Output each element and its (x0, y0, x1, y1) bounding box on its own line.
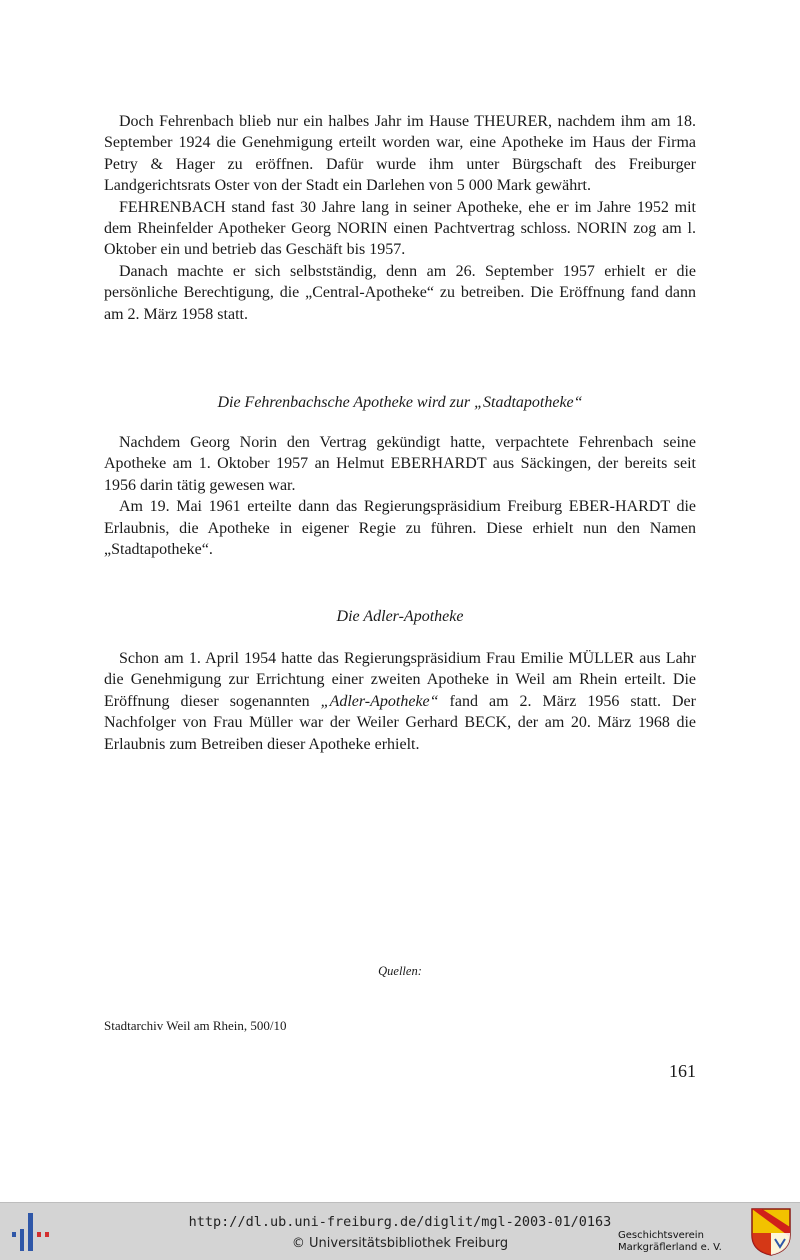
sources-item: Stadtarchiv Weil am Rhein, 500/10 (104, 1018, 287, 1033)
organization-line: Markgräflerland e. V. (618, 1242, 722, 1253)
copyright-notice: © Universitätsbibliothek Freiburg (291, 1236, 509, 1251)
source-url[interactable]: http://dl.ub.uni-freiburg.de/diglit/mgl-2003-01/0163 (188, 1214, 612, 1230)
paragraph: FEHRENBACH stand fast 30 Jahre lang in seiner Apotheke, ehe er im Jahre 1952 mit dem Rheinfelder Apotheker Georg NORIN einen Pachtvertrag schloss. NORIN zog am l. Oktober ein und betrieb das Geschäft bis 1957. (104, 198, 696, 259)
page-number: 161 (669, 1061, 696, 1081)
section-heading: Die Fehrenbachsche Apotheke wird zur „Stadtapotheke“ (217, 394, 583, 411)
paragraph: Am 19. Mai 1961 erteilte dann das Regierungspräsidium Freiburg EBER-HARDT die Erlaubnis, die Apotheke in eigener Regie zu führen. Diese erhielt nun den Namen „Stadtapotheke“. (104, 498, 696, 559)
paragraph-text: fand am 2. März 1956 statt. Der Nachfolger von Frau Müller war der Weiler Gerhard BECK, der am 20. März 1968 die Erlaubnis zum Betreiben dieser Apotheke erhielt. (104, 692, 696, 753)
paragraph-text: Schon am 1. April 1954 hatte das Regierungspräsidium Frau Emilie MÜLLER aus Lahr die Genehmigung zur Errichtung einer zweiten Apotheke in Weil am Rhein erteilt. Die Eröffnung dieser sogenannten (104, 650, 696, 710)
paragraph: Doch Fehrenbach blieb nur ein halbes Jahr im Hause THEURER, nachdem ihm am 18. September 1924 die Genehmigung erteilt worden war, eine Apotheke im Haus der Firma Petry & Hager zu eröffnen. Dafür wurde ihm unter Bürgschaft des Freiburger Landgerichtsrats Oster von der Stadt ein Darlehen von 5 000 Mark gewährt. (104, 113, 696, 195)
paragraph: Danach machte er sich selbstständig, denn am 26. September 1957 erhielt er die persönliche Berechtigung, die „Central-Apotheke“ zu betreiben. Die Eröffnung fand dann am 2. März 1958 statt. (104, 262, 696, 323)
section-stadtapotheke (104, 432, 696, 560)
organization-name (618, 1230, 722, 1254)
paragraph: Nachdem Georg Norin den Vertrag gekündigt hatte, verpachtete Fehrenbach seine Apotheke am 1. Oktober 1957 an Helmut EBERHARDT aus Säckingen, der bereits seit 1956 darin tätig gewesen war. (104, 434, 696, 494)
sources-heading: Quellen: (378, 964, 422, 978)
coat-of-arms-icon[interactable] (750, 1207, 792, 1257)
organization-line: Geschichtsverein (618, 1230, 704, 1241)
section-fehrenbach (104, 111, 696, 325)
footer-bar (0, 1202, 800, 1260)
paragraph-italic-text: „Adler-Apotheke“ (320, 692, 439, 710)
paragraph (104, 648, 696, 755)
section-heading: Die Adler-Apotheke (336, 608, 464, 625)
section-adler-apotheke (104, 648, 696, 755)
